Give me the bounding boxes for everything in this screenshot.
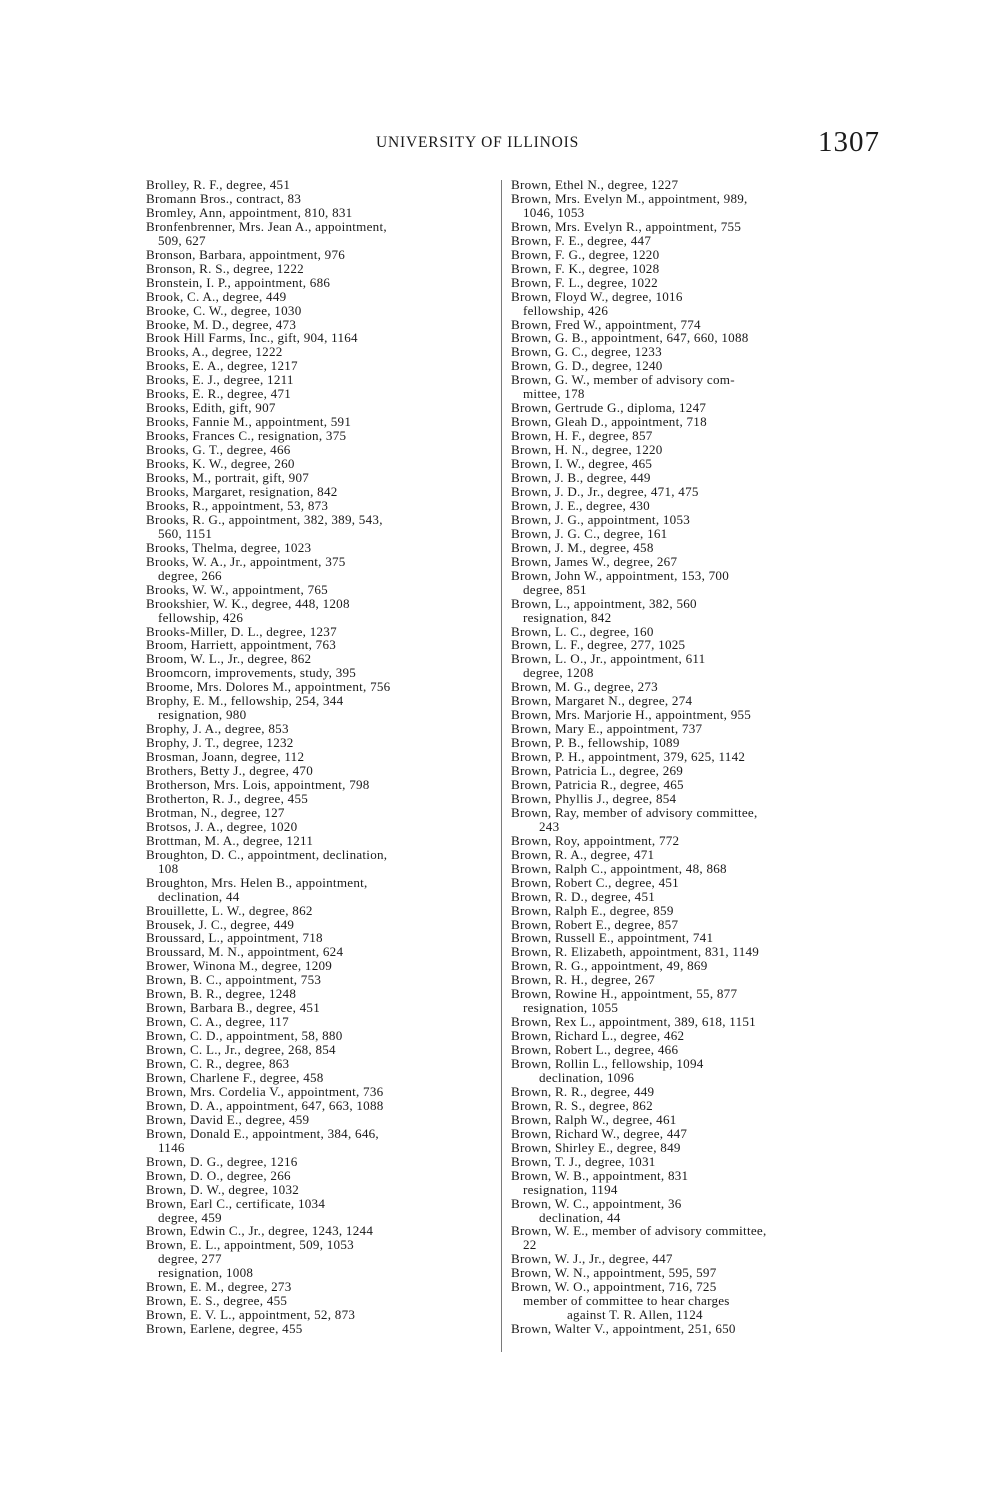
index-entry: Brown, F. L., degree, 1022 (511, 274, 658, 290)
index-entry: Brown, J. G. C., degree, 161 (511, 525, 668, 541)
page-number: 1307 (818, 126, 880, 158)
index-entry-continuation: member of committee to hear charges (523, 1293, 730, 1309)
index-entry-continuation: 1046, 1053 (523, 204, 585, 220)
index-entry-continuation: 1146 (158, 1139, 185, 1155)
index-entry-continuation: mittee, 178 (523, 386, 585, 402)
index-entry: Brown, Ethel N., degree, 1227 (511, 177, 679, 192)
index-column-right (511, 178, 861, 1336)
index-entry-continuation: fellowship, 426 (523, 302, 609, 318)
index-entry: Brown, Fred W., appointment, 774 (511, 316, 701, 332)
index-entry: Brown, Roy, appointment, 772 (511, 832, 680, 848)
index-entry: Brooks, G. T., degree, 466 (146, 442, 291, 458)
index-entry: Brown, Edwin C., Jr., degree, 1243, 1244 (146, 1223, 374, 1239)
index-entry: Brown, Ralph C., appointment, 48, 868 (511, 860, 727, 876)
index-entry: Brown, D. W., degree, 1032 (146, 1181, 300, 1197)
index-entry: Brosman, Joann, degree, 112 (146, 749, 305, 765)
index-entry: Brown, F. G., degree, 1220 (511, 246, 660, 262)
index-entry: Brown, T. J., degree, 1031 (511, 1153, 656, 1169)
index-entry-continuation: resignation, 980 (158, 707, 247, 723)
index-entry: Brown, Earlene, degree, 455 (146, 1321, 303, 1337)
index-entry: Brolley, R. F., degree, 451 (146, 177, 291, 192)
index-entry-continuation: declination, 44 (539, 1209, 621, 1225)
index-entry: Brooks, A., degree, 1222 (146, 344, 283, 360)
index-entry: Brown, Charlene F., degree, 458 (146, 1070, 324, 1085)
index-entry: Brown, G. D., degree, 1240 (511, 358, 663, 374)
index-entry: Brown, J. D., Jr., degree, 471, 475 (511, 483, 699, 499)
index-entry-continuation: degree, 1208 (523, 665, 594, 681)
index-entry: Bronson, R. S., degree, 1222 (146, 260, 304, 276)
index-entry: Brown, Margaret N., degree, 274 (511, 693, 693, 709)
index-entry-continuation: degree, 459 (158, 1209, 222, 1225)
index-entry: Brown, Russell E., appointment, 741 (511, 930, 714, 946)
index-entry: Brown, Robert L., degree, 466 (511, 1042, 679, 1058)
index-entry-continuation: degree, 277 (158, 1251, 222, 1267)
index-entry: Brown, Floyd W., degree, 1016 (511, 288, 683, 304)
index-entry: Bronfenbrenner, Mrs. Jean A., appointment, (146, 218, 387, 234)
index-entry: Brown, J. G., appointment, 1053 (511, 511, 691, 527)
index-entry-continuation: against T. R. Allen, 1124 (567, 1307, 703, 1323)
index-entry: Brown, W. O., appointment, 716, 725 (511, 1279, 717, 1295)
index-entry: Bromann Bros., contract, 83 (146, 190, 302, 206)
index-entry: Brotman, N., degree, 127 (146, 804, 285, 820)
index-entry: Brown, W. B., appointment, 831 (511, 1167, 689, 1183)
index-entry: Brown, Robert C., degree, 451 (511, 874, 679, 890)
index-entry: Broussard, L., appointment, 718 (146, 930, 323, 946)
index-entry: Brown, Earl C., certificate, 1034 (146, 1195, 326, 1211)
index-entry: Brooks, E. J., degree, 1211 (146, 372, 294, 388)
index-entry: Brown, Phyllis J., degree, 854 (511, 790, 677, 806)
index-entry: Brown, D. G., degree, 1216 (146, 1153, 298, 1169)
index-entry: Brown, Shirley E., degree, 849 (511, 1139, 681, 1155)
index-entry: Brown, I. W., degree, 465 (511, 456, 653, 472)
index-entry: Brotherton, R. J., degree, 455 (146, 790, 309, 806)
index-entry: Brown, Mrs. Marjorie H., appointment, 955 (511, 707, 752, 723)
index-entry: Brown, P. B., fellowship, 1089 (511, 735, 680, 751)
index-entry: Brown, R. Elizabeth, appointment, 831, 1149 (511, 944, 760, 960)
index-entry-continuation: resignation, 1194 (523, 1181, 618, 1197)
index-entry: Brooks, Margaret, resignation, 842 (146, 483, 338, 499)
index-entry: Brooks, R. G., appointment, 382, 389, 543, (146, 511, 383, 527)
index-entry-continuation: fellowship, 426 (158, 609, 244, 625)
index-entry: Brown, Richard L., degree, 462 (511, 1028, 685, 1044)
index-entry: Brottman, M. A., degree, 1211 (146, 832, 314, 848)
index-entry: Brown, H. F., degree, 857 (511, 428, 653, 444)
index-entry: Brooke, C. W., degree, 1030 (146, 302, 302, 318)
index-entry: Brown, W. J., Jr., degree, 447 (511, 1251, 673, 1267)
index-entry: Brown, Mrs. Evelyn M., appointment, 989, (511, 190, 748, 206)
index-entry: Brophy, E. M., fellowship, 254, 344 (146, 693, 344, 709)
index-entry: Brown, Robert E., degree, 857 (511, 916, 679, 932)
index-entry: Brousek, J. C., degree, 449 (146, 916, 295, 932)
index-entry: Brown, Donald E., appointment, 384, 646, (146, 1125, 379, 1141)
index-entry: Broom, W. L., Jr., degree, 862 (146, 651, 312, 667)
index-entry: Brown, C. A., degree, 117 (146, 1014, 289, 1030)
index-entry: Brown, J. E., degree, 430 (511, 497, 650, 513)
index-entry: Brown, Gleah D., appointment, 718 (511, 414, 707, 430)
index-entry: Brooks, Thelma, degree, 1023 (146, 539, 312, 555)
index-entry: Brown, Rex L., appointment, 389, 618, 1151 (511, 1014, 756, 1030)
index-entry: Broughton, D. C., appointment, declination, (146, 846, 388, 862)
index-entry: Brown, James W., degree, 267 (511, 553, 678, 569)
index-entry: Brown, David E., degree, 459 (146, 1111, 310, 1127)
index-entry: Brower, Winona M., degree, 1209 (146, 958, 333, 974)
index-entry: Brown, R. S., degree, 862 (511, 1097, 653, 1113)
index-entry: Brown, W. C., appointment, 36 (511, 1195, 682, 1211)
index-entry: Brown, Barbara B., degree, 451 (146, 1000, 321, 1016)
index-entry-continuation: 509, 627 (158, 232, 206, 248)
index-entry: Bronstein, I. P., appointment, 686 (146, 274, 331, 290)
index-entry: Brook Hill Farms, Inc., gift, 904, 1164 (146, 330, 358, 346)
index-entry: Brown, M. G., degree, 273 (511, 679, 658, 695)
index-entry: Brown, R. A., degree, 471 (511, 846, 655, 862)
index-entry: Brown, P. H., appointment, 379, 625, 1142 (511, 749, 746, 765)
index-entry-continuation: resignation, 1055 (523, 1000, 619, 1016)
index-entry: Brown, C. D., appointment, 58, 880 (146, 1028, 343, 1044)
index-entry: Brotherson, Mrs. Lois, appointment, 798 (146, 776, 370, 792)
index-entry: Brown, R. H., degree, 267 (511, 972, 656, 988)
index-entry: Broom, Harriett, appointment, 763 (146, 637, 337, 653)
index-entry-continuation: declination, 44 (158, 888, 240, 904)
index-entry: Brooks, W. A., Jr., appointment, 375 (146, 553, 346, 569)
index-entry: Broome, Mrs. Dolores M., appointment, 756 (146, 679, 391, 695)
index-entry: Brooks, M., portrait, gift, 907 (146, 470, 310, 486)
index-column-left (146, 178, 490, 1336)
index-entry: Brown, Ralph W., degree, 461 (511, 1111, 677, 1127)
index-entry: Brophy, J. T., degree, 1232 (146, 735, 294, 751)
index-entry: Brown, John W., appointment, 153, 700 (511, 567, 730, 583)
index-entry: Brown, Mrs. Evelyn R., appointment, 755 (511, 218, 742, 234)
index-entry: Brown, H. N., degree, 1220 (511, 442, 663, 458)
index-entry: Brown, Richard W., degree, 447 (511, 1125, 688, 1141)
index-entry: Brown, B. R., degree, 1248 (146, 986, 297, 1002)
index-entry: Brooks, E. R., degree, 471 (146, 386, 292, 402)
index-entry: Brooks, K. W., degree, 260 (146, 456, 295, 472)
index-entry-continuation: 108 (158, 860, 179, 876)
index-entry: Brown, E. S., degree, 455 (146, 1293, 288, 1309)
page-header (146, 126, 880, 164)
index-entry: Bromley, Ann, appointment, 810, 831 (146, 204, 353, 220)
index-entry: Brooks-Miller, D. L., degree, 1237 (146, 623, 337, 639)
index-entry: Broughton, Mrs. Helen B., appointment, (146, 874, 368, 890)
index-entry: Brown, C. R., degree, 863 (146, 1056, 290, 1072)
index-entry: Brookshier, W. K., degree, 448, 1208 (146, 595, 350, 611)
index-entry: Brook, C. A., degree, 449 (146, 288, 287, 304)
index-entry: Brown, W. N., appointment, 595, 597 (511, 1265, 717, 1281)
index-entry: Brown, R. D., degree, 451 (511, 888, 656, 904)
index-entry: Brown, R. G., appointment, 49, 869 (511, 958, 708, 974)
index-entry: Brooke, M. D., degree, 473 (146, 316, 297, 332)
index-entry: Brown, D. O., degree, 266 (146, 1167, 291, 1183)
index-entry: Brown, J. M., degree, 458 (511, 539, 654, 555)
index-entry-continuation: 243 (539, 818, 560, 834)
index-entry: Brown, L., appointment, 382, 560 (511, 595, 697, 611)
index-entry: Brophy, J. A., degree, 853 (146, 721, 289, 737)
index-entry-continuation: degree, 851 (523, 581, 587, 597)
index-entry: Brown, D. A., appointment, 647, 663, 1088 (146, 1097, 384, 1113)
index-entry: Brown, Patricia R., degree, 465 (511, 776, 684, 792)
index-entry: Brooks, Edith, gift, 907 (146, 400, 276, 416)
index-entry: Brown, L. F., degree, 277, 1025 (511, 637, 686, 653)
index-entry: Brown, F. E., degree, 447 (511, 232, 652, 248)
index-entry: Brown, E. L., appointment, 509, 1053 (146, 1237, 354, 1253)
index-entry: Brown, Ray, member of advisory committee, (511, 804, 758, 820)
index-entry: Brown, L. C., degree, 160 (511, 623, 654, 639)
running-title: UNIVERSITY OF ILLINOIS (376, 134, 580, 151)
index-entry: Brothers, Betty J., degree, 470 (146, 763, 314, 779)
index-entry: Brown, C. L., Jr., degree, 268, 854 (146, 1042, 336, 1058)
index-entry: Brotsos, J. A., degree, 1020 (146, 818, 298, 834)
index-entry-continuation: resignation, 842 (523, 609, 612, 625)
index-entry-continuation: 22 (523, 1237, 537, 1253)
index-entry: Brown, G. W., member of advisory com- (511, 372, 735, 388)
index-entry: Brown, L. O., Jr., appointment, 611 (511, 651, 706, 667)
index-entry: Brown, Patricia L., degree, 269 (511, 763, 684, 779)
index-entry: Brown, E. M., degree, 273 (146, 1279, 292, 1295)
index-entry-continuation: resignation, 1008 (158, 1265, 254, 1281)
index-entry: Brown, B. C., appointment, 753 (146, 972, 322, 988)
index-entry-continuation: degree, 266 (158, 567, 222, 583)
index-entry: Brown, Gertrude G., diploma, 1247 (511, 400, 707, 416)
index-entry: Brown, Rollin L., fellowship, 1094 (511, 1056, 704, 1072)
index-entry: Brown, F. K., degree, 1028 (511, 260, 660, 276)
index-entry: Brown, Mrs. Cordelia V., appointment, 736 (146, 1083, 384, 1099)
index-entry: Brown, Mary E., appointment, 737 (511, 721, 703, 737)
index-entry: Brown, E. V. L., appointment, 52, 873 (146, 1307, 356, 1323)
index-entry: Bronson, Barbara, appointment, 976 (146, 246, 346, 262)
index-entry: Brooks, E. A., degree, 1217 (146, 358, 298, 374)
index-entry: Broussard, M. N., appointment, 624 (146, 944, 344, 960)
index-entry: Brooks, R., appointment, 53, 873 (146, 497, 329, 513)
index-entry: Brown, G. C., degree, 1233 (511, 344, 662, 360)
index-entry: Brown, Ralph E., degree, 859 (511, 902, 674, 918)
index-entry: Brown, W. E., member of advisory committee, (511, 1223, 767, 1239)
index-entry: Brooks, Fannie M., appointment, 591 (146, 414, 352, 430)
index-entry-continuation: declination, 1096 (539, 1070, 635, 1085)
index-entry: Brown, Walter V., appointment, 251, 650 (511, 1321, 736, 1337)
index-entry: Brown, G. B., appointment, 647, 660, 1088 (511, 330, 749, 346)
index-entry: Brooks, W. W., appointment, 765 (146, 581, 328, 597)
column-divider (501, 180, 502, 1352)
index-entry: Brown, J. B., degree, 449 (511, 470, 651, 486)
index-entry: Brooks, Frances C., resignation, 375 (146, 428, 347, 444)
index-entry-continuation: 560, 1151 (158, 525, 213, 541)
index-entry: Brouillette, L. W., degree, 862 (146, 902, 313, 918)
index-entry: Broomcorn, improvements, study, 395 (146, 665, 357, 681)
index-entry: Brown, R. R., degree, 449 (511, 1083, 655, 1099)
index-entry: Brown, Rowine H., appointment, 55, 877 (511, 986, 738, 1002)
